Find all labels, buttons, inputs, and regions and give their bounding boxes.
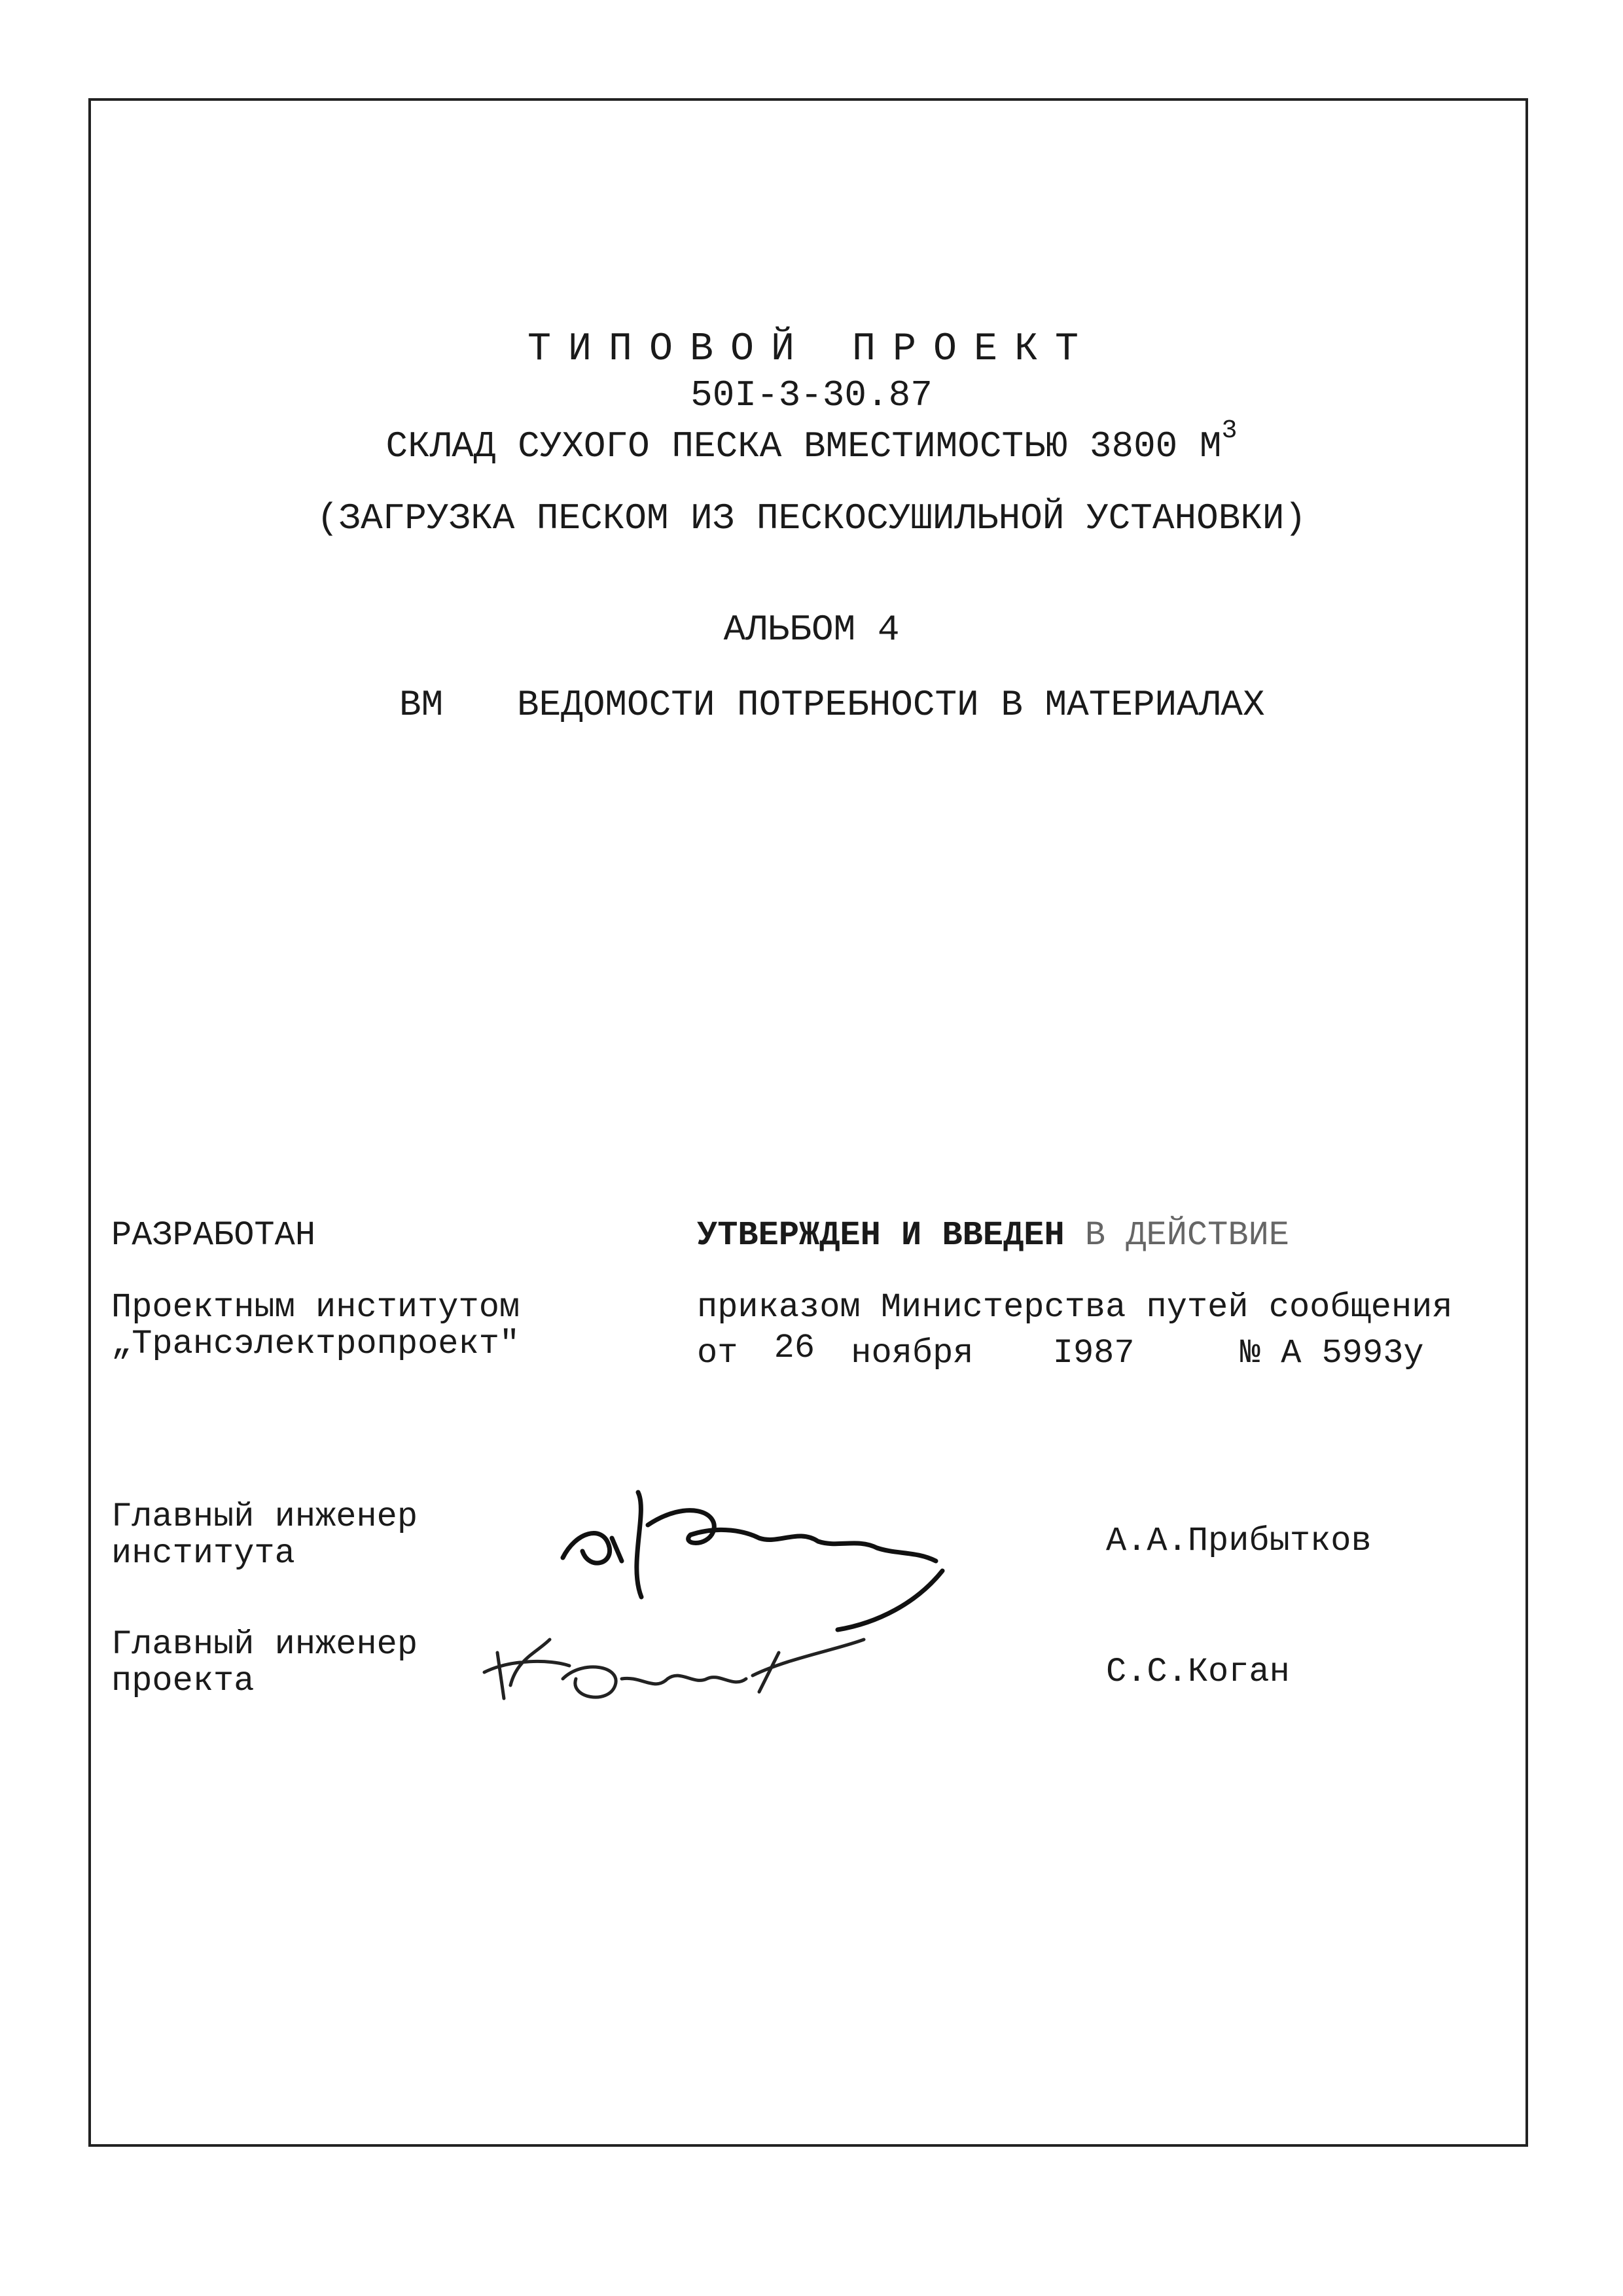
signatory-role-1 <box>111 1499 418 1572</box>
document-type-title: ТИПОВОЙ ПРОЕКТ <box>527 327 1096 372</box>
project-code: 50I-3-30.87 <box>690 374 933 416</box>
section-title: ВЕДОМОСТИ ПОТРЕБНОСТИ В МАТЕРИАЛАХ <box>517 684 1265 726</box>
org-line-1: Проектным институтом <box>111 1288 520 1327</box>
approved-label <box>697 1217 1289 1254</box>
order-year: I987 <box>1052 1334 1135 1372</box>
org-line-2: „Трансэлектропроект" <box>111 1325 520 1363</box>
signatory-name-2: С.С.Коган <box>1106 1653 1290 1691</box>
project-title-main: СКЛАД СУХОГО ПЕСКА ВМЕСТИМОСТЬЮ 3800 М <box>385 425 1222 467</box>
album-label: АЛЬБОМ 4 <box>723 609 900 651</box>
order-date-number <box>697 1329 1424 1372</box>
developed-label: РАЗРАБОТАН <box>111 1216 316 1255</box>
signatory-role-2 <box>111 1626 418 1700</box>
section-code: ВМ <box>399 684 444 726</box>
role-2-line-1: Главный инженер <box>111 1625 418 1664</box>
project-title-line2: (ЗАГРУЗКА ПЕСКОМ ИЗ ПЕСКОСУШИЛЬНОЙ УСТАНОВКИ) <box>316 497 1307 539</box>
signature-2 <box>471 1613 877 1725</box>
approved-bold: УТВЕРЖДЕН И ВВЕДЕН <box>697 1216 1065 1255</box>
order-month: ноября <box>851 1334 974 1372</box>
cubic-superscript: 3 <box>1221 416 1238 446</box>
role-2-line-2: проекта <box>111 1662 255 1700</box>
signatory-name-1: А.А.Прибытков <box>1106 1522 1372 1560</box>
order-line: приказом Министерства путей сообщения <box>697 1288 1453 1327</box>
developer-organization <box>111 1289 520 1363</box>
project-title-line1 <box>0 416 1623 467</box>
role-1-line-2: института <box>111 1534 295 1573</box>
date-prefix: от <box>697 1334 738 1372</box>
order-day: 26 <box>774 1329 815 1367</box>
order-number: № А 5993у <box>1240 1334 1424 1372</box>
role-1-line-1: Главный инженер <box>111 1498 418 1536</box>
approved-rest: В ДЕЙСТВИЕ <box>1084 1216 1289 1255</box>
